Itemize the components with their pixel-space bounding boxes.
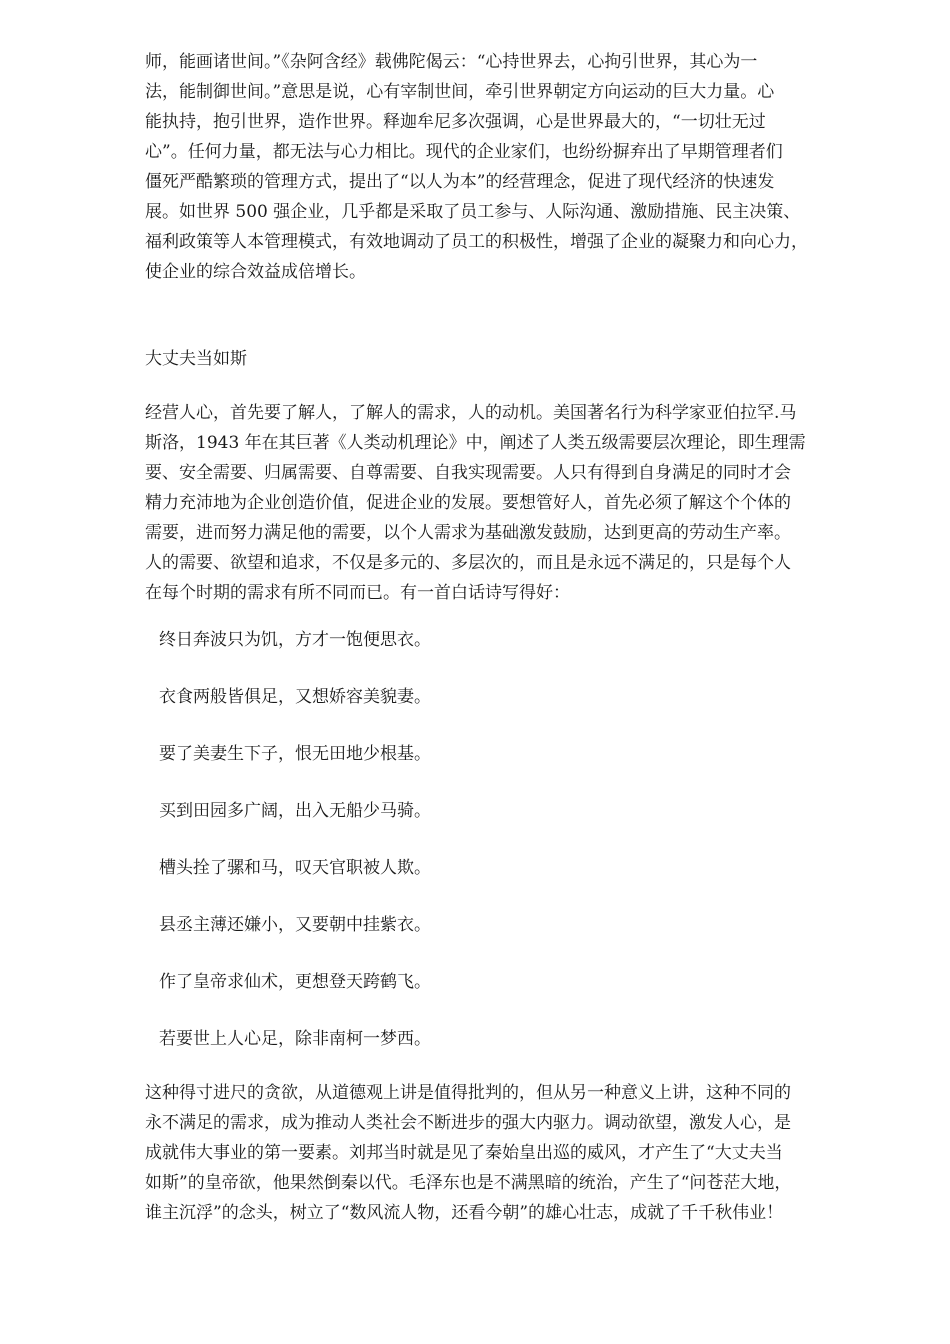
poem-verse: 终日奔波只为饥，方才一饱便思衣。 <box>159 630 431 650</box>
paragraph-ambition <box>145 1078 885 1228</box>
text-line: 师，能画诸世间。”《杂阿含经》载佛陀偈云：“心持世界去，心拘引世界，其心为一 <box>145 52 758 72</box>
poem-verse: 要了美妻生下子，恨无田地少根基。 <box>159 744 431 764</box>
text-line: 经营人心，首先要了解人，了解人的需求，人的动机。美国著名行为科学家亚伯拉罕.马 <box>145 403 797 423</box>
text-line: 心”。任何力量，都无法与心力相比。现代的企业家们，也纷纷摒弃出了早期管理者们 <box>145 142 783 162</box>
text-line: 人的需要、欲望和追求，不仅是多元的、多层次的，而且是永远不满足的，只是每个人 <box>145 553 791 573</box>
text-line: 这种得寸进尺的贪欲，从道德观上讲是值得批判的，但从另一种意义上讲，这种不同的 <box>145 1083 791 1103</box>
text-line: 使企业的综合效益成倍增长。 <box>145 262 366 282</box>
text-line: 福利政策等人本管理模式，有效地调动了员工的积极性，增强了企业的凝聚力和向心力， <box>145 232 808 252</box>
paragraph-human-needs <box>145 398 885 608</box>
poem-verse: 县丞主薄还嫌小，又要朝中挂紫衣。 <box>159 915 431 935</box>
text-line: 僵死严酷繁琐的管理方式，提出了“以人为本”的经营理念，促进了现代经济的快速发 <box>145 172 775 192</box>
text-line: 永不满足的需求，成为推动人类社会不断进步的强大内驱力。调动欲望，激发人心，是 <box>145 1113 791 1133</box>
text-line: 谁主沉浮”的念头，树立了“数风流人物，还看今朝”的雄心壮志，成就了千千秋伟业！ <box>145 1203 784 1223</box>
text-line: 要、安全需要、归属需要、自尊需要、自我实现需要。人只有得到自身满足的同时才会 <box>145 463 791 483</box>
text-line: 需要，进而努力满足他的需要，以个人需求为基础激发鼓励，达到更高的劳动生产率。 <box>145 523 791 543</box>
section-heading: 大丈夫当如斯 <box>145 349 247 369</box>
poem-verse: 衣食两般皆俱足，又想娇容美貌妻。 <box>159 687 431 707</box>
document-page <box>145 47 885 1228</box>
poem-verse: 买到田园多广阔，出入无船少马骑。 <box>159 801 431 821</box>
text-line: 在每个时期的需求有所不同而已。有一首白话诗写得好： <box>145 583 570 603</box>
text-line: 能执持，抱引世界，造作世界。释迦牟尼多次强调，心是世界最大的，“一切壮无过 <box>145 112 766 132</box>
poem <box>145 625 885 1054</box>
poem-verse: 槽头拴了骡和马，叹天官职被人欺。 <box>159 858 431 878</box>
text-line: 精力充沛地为企业创造价值，促进企业的发展。要想管好人，首先必须了解这个个体的 <box>145 493 791 513</box>
poem-verse: 若要世上人心足，除非南柯一梦西。 <box>159 1029 431 1049</box>
text-line: 成就伟大事业的第一要素。刘邦当时就是见了秦始皇出巡的威风，才产生了“大丈夫当 <box>145 1143 783 1163</box>
text-line: 如斯”的皇帝欲，他果然倒秦以代。毛泽东也是不满黑暗的统治，产生了“问苍茫大地， <box>145 1173 792 1193</box>
text-line: 斯洛，1943 年在其巨著《人类动机理论》中，阐述了人类五级需要层次理论，即生理需 <box>145 433 806 453</box>
paragraph-mind-power <box>145 47 885 287</box>
text-line: 法，能制御世间。”意思是说，心有宰制世间，牵引世界朝定方向运动的巨大力量。心 <box>145 82 775 102</box>
poem-verse: 作了皇帝求仙术，更想登天跨鹤飞。 <box>159 972 431 992</box>
text-line: 展。如世界 500 强企业，几乎都是采取了员工参与、人际沟通、激励措施、民主决策、 <box>145 202 801 222</box>
